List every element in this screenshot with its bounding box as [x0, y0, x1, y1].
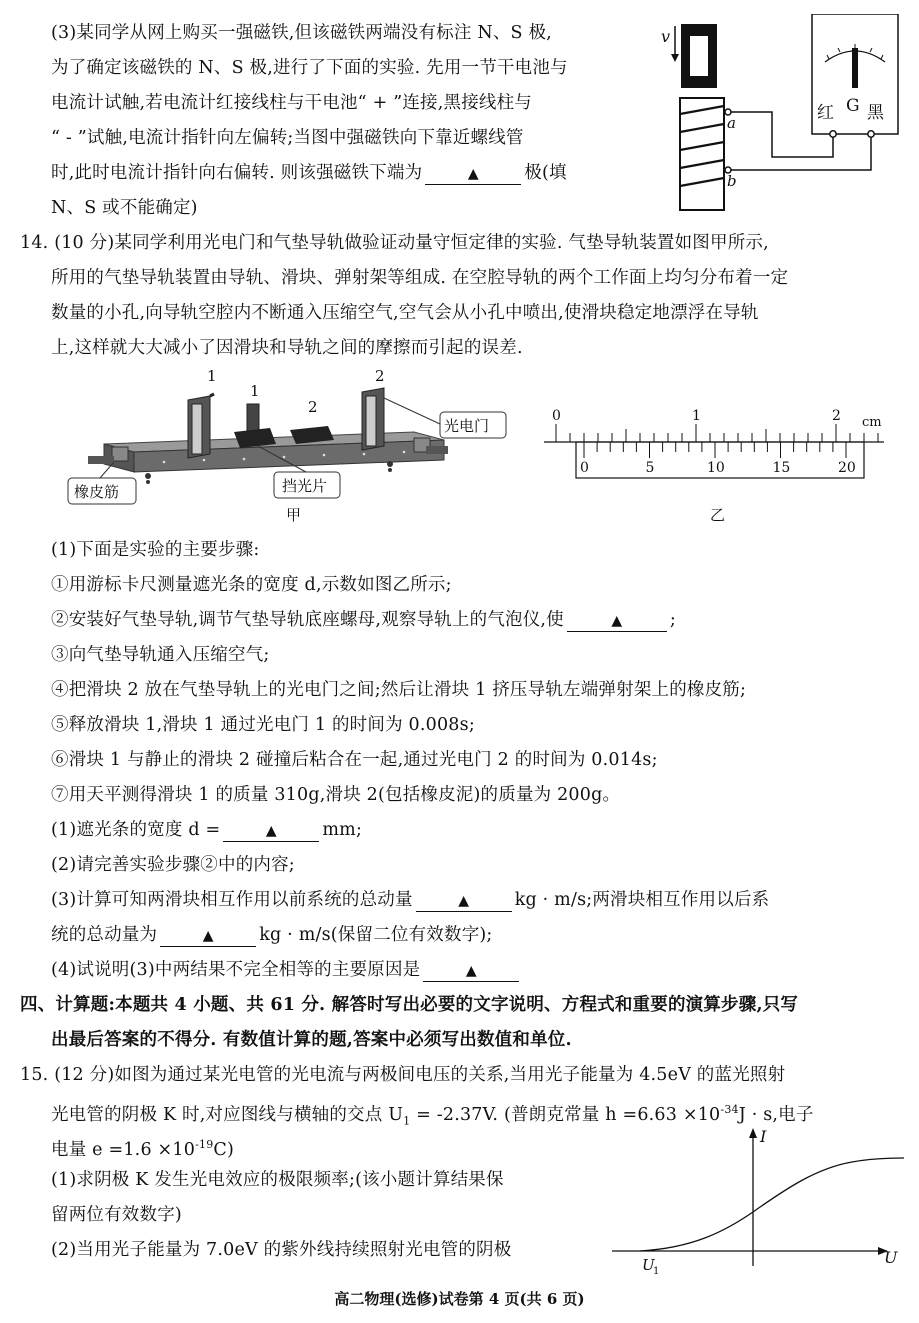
main-scale-label: 0 [552, 408, 561, 424]
sub-question-4: (4)试说明(3)中两结果不完全相等的主要原因是 ▲ [51, 958, 522, 982]
red-terminal-label: 红 [817, 103, 834, 123]
sub-question-2: (2)请完善实验步骤②中的内容; [51, 855, 295, 875]
rubber-band-label: 橡皮筋 [74, 483, 120, 501]
step-6: ⑥滑块 1 与静止的滑块 2 碰撞后粘合在一起,通过光电门 2 的时间为 0.014s; [51, 750, 658, 770]
u1-subscript: 1 [653, 1266, 660, 1277]
answer-blank[interactable]: ▲ [425, 163, 521, 185]
q14-intro-2: 所用的气垫导轨装置由导轨、滑块、弹射架等组成. 在空腔导轨的两个工作面上均匀分布着一定 [51, 268, 789, 288]
step-7: ⑦用天平测得滑块 1 的质量 310g,滑块 2(包括橡皮泥)的质量为 200g。 [51, 785, 621, 805]
step-4: ④把滑块 2 放在气垫导轨上的光电门之间;然后让滑块 1 挤压导轨左端弹射架上的橡皮筋; [51, 680, 747, 700]
vernier-label: 20 [838, 460, 856, 476]
gate2-number: 2 [375, 367, 385, 385]
velocity-label: v [661, 27, 671, 46]
q13-line-4: “ - ”试触,电流计指针向左偏转;当图中强磁铁向下靠近螺线管 [51, 128, 524, 148]
figure-yi-caption: 乙 [710, 506, 726, 524]
i-axis-label: I [760, 1127, 767, 1146]
q13-line-2: 为了确定该磁铁的 N、S 极,进行了下面的实验. 先用一节干电池与 [51, 58, 568, 78]
solenoid [680, 98, 724, 210]
terminal-b-label: b [727, 172, 737, 190]
main-scale-label: 1 [692, 408, 701, 424]
air-track-figure [64, 364, 524, 526]
photogate-label: 光电门 [444, 417, 490, 435]
q15-line-1: 15. (12 分)如图为通过某光电管的光电流与两极间电压的关系,当用光子能量为 4.5eV 的蓝光照射 [20, 1065, 786, 1085]
q15-line-3: 电量 $e =1.6 \times 10^{-19}C$) [51, 1138, 235, 1160]
step-1: ①用游标卡尺测量遮光条的宽度 d,示数如图乙所示; [51, 575, 452, 595]
steps-title: (1)下面是实验的主要步骤: [51, 540, 260, 560]
sub-question-3-cont: 统的总动量为 ▲ kg · m/s(保留二位有效数字); [51, 925, 493, 945]
vernier-label: 10 [707, 460, 725, 476]
vernier-caliper-figure [536, 400, 896, 526]
magnet-solenoid-figure [655, 14, 905, 219]
vernier-label: 5 [645, 460, 655, 476]
q14-intro-1: 14. (10 分)某同学利用光电门和气垫导轨做验证动量守恒定律的实验. 气垫导轨装置如图甲所示, [20, 233, 769, 253]
q15-sub-1b: 留两位有效数字) [51, 1205, 182, 1225]
q13-line-5-pre: 时,此时电流计指针向右偏转. 则该强磁铁下端为 [51, 163, 423, 183]
vernier-label: 15 [772, 460, 791, 476]
slider1-number: 1 [250, 382, 260, 400]
q15-line-2: 光电管的阴极 K 时,对应图线与横轴的交点 $U_1 = -2.37V$. (普朗克常量 $h =6.63 \times 10^{-34}J \cdot s$,电子 [51, 1103, 814, 1128]
vernier-label: 0 [580, 460, 589, 476]
q13-line-5-post: 极(填 [524, 163, 567, 183]
section-4-heading: 四、计算题:本题共 4 小题、共 61 分. 解答时写出必要的文字说明、方程式和重要的演算步骤,只写 [20, 995, 799, 1015]
q15-sub-1a: (1)求阴极 K 发生光电效应的极限频率;(该小题计算结果保 [51, 1170, 504, 1190]
sub-question-1: (1)遮光条的宽度 d = ▲ mm; [51, 820, 363, 840]
q15-sub-2: (2)当用光子能量为 7.0eV 的紫外线持续照射光电管的阴极 [51, 1240, 512, 1260]
answer-blank[interactable]: ▲ [416, 890, 512, 912]
q13-line-1: (3)某同学从网上购买一强磁铁,但该磁铁两端没有标注 N、S 极, [51, 23, 552, 43]
slider2-number: 2 [308, 398, 318, 416]
flag-label: 挡光片 [282, 477, 328, 495]
section-4-heading-cont: 出最后答案的不得分. 有数值计算的题,答案中必须写出数值和单位. [51, 1030, 572, 1050]
figure-jia-caption: 甲 [286, 506, 302, 524]
main-scale-unit: cm [862, 415, 882, 430]
answer-blank[interactable]: ▲ [567, 610, 667, 632]
answer-blank[interactable]: ▲ [423, 960, 519, 982]
black-terminal-label: 黑 [867, 103, 884, 123]
photocurrent-graph [612, 1124, 904, 1278]
q13-line-3: 电流计试触,若电流计红接线柱与干电池“ + ”连接,黑接线柱与 [51, 93, 533, 113]
u-axis-label: U [884, 1248, 898, 1267]
q13-line-5 [51, 161, 567, 185]
answer-blank[interactable]: ▲ [160, 925, 256, 947]
sub-question-3: (3)计算可知两滑块相互作用以前系统的总动量 ▲ kg · m/s;两滑块相互作用以后系 [51, 890, 770, 910]
page-footer: 高二物理(选修)试卷第 4 页(共 6 页) [334, 1290, 585, 1308]
g-label: G [846, 96, 860, 116]
step-3: ③向气垫导轨通入压缩空气; [51, 645, 270, 665]
iu-curve [640, 1158, 904, 1251]
q14-intro-4: 上,这样就大大减小了因滑块和导轨之间的摩擦而引起的误差. [51, 338, 523, 358]
gate1-number: 1 [207, 367, 217, 385]
main-scale-label: 2 [832, 408, 841, 424]
terminal-a-label: a [727, 114, 736, 132]
step-5: ⑤释放滑块 1,滑块 1 通过光电门 1 的时间为 0.008s; [51, 715, 475, 735]
q13-line-6: N、S 或不能确定) [51, 198, 198, 218]
u1-label: U [642, 1256, 655, 1274]
step-2: ②安装好气垫导轨,调节气垫导轨底座螺母,观察导轨上的气泡仪,使 ▲ ; [51, 610, 676, 630]
q14-intro-3: 数量的小孔,向导轨空腔内不断通入压缩空气,空气会从小孔中喷出,使滑块稳定地漂浮在导轨 [51, 303, 759, 323]
answer-blank[interactable]: ▲ [223, 820, 319, 842]
